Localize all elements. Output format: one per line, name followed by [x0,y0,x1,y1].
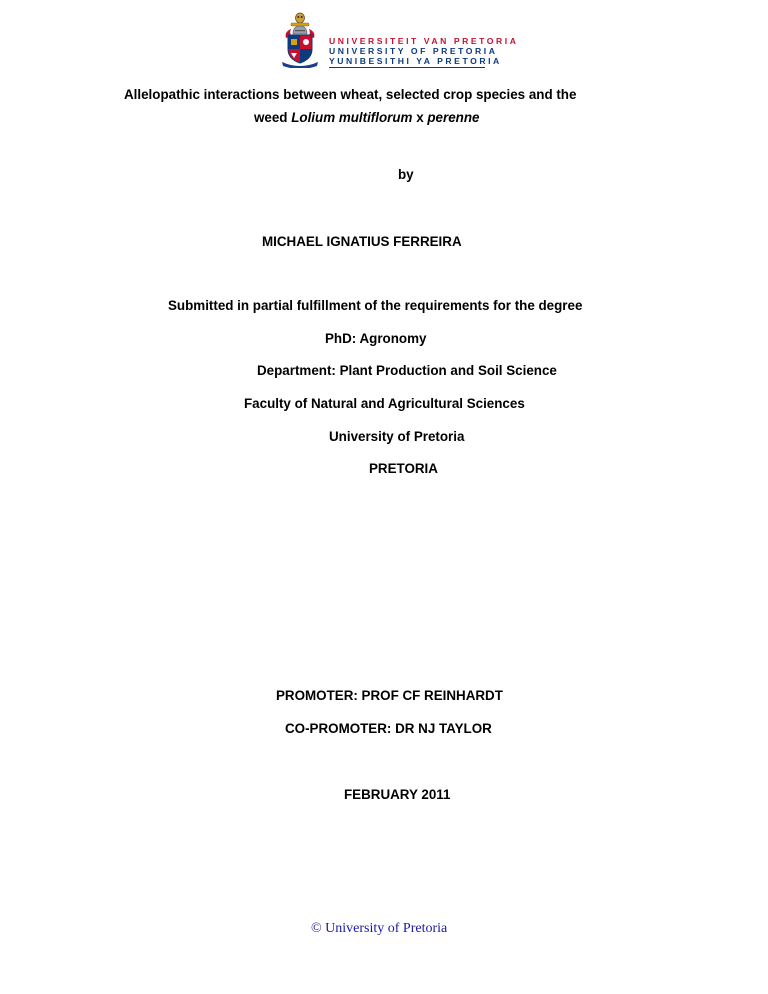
species-name-a: Lolium multiflorum [291,110,413,125]
promoter: PROMOTER: PROF CF REINHARDT [276,688,503,703]
university: University of Pretoria [329,429,465,444]
title-connector: x [412,110,428,125]
title-prefix: weed [254,110,292,125]
city: PRETORIA [369,461,438,476]
submission-date: FEBRUARY 2011 [344,787,451,802]
university-name-afrikaans: UNIVERSITEIT VAN PRETORIA [329,36,519,46]
species-name-b: perenne [427,110,480,125]
thesis-title-line-1: Allelopathic interactions between wheat, selected crop species and the [124,87,577,102]
author-name: MICHAEL IGNATIUS FERREIRA [262,234,462,249]
university-name-sepedi: YUNIBESITHI YA PRETORIA [329,56,502,66]
degree: PhD: Agronomy [325,331,427,346]
university-logo [280,12,519,68]
by-label: by [398,167,414,182]
university-crest-icon [280,12,320,68]
thesis-title-line-2 [254,109,479,127]
logo-divider [329,67,485,68]
university-name-english: UNIVERSITY OF PRETORIA [329,46,498,56]
co-promoter: CO-PROMOTER: DR NJ TAYLOR [285,721,492,736]
submission-statement: Submitted in partial fulfillment of the requirements for the degree [168,298,583,313]
faculty: Faculty of Natural and Agricultural Sciences [244,396,525,411]
copyright-footer: © University of Pretoria [311,921,448,936]
department: Department: Plant Production and Soil Science [257,363,557,378]
